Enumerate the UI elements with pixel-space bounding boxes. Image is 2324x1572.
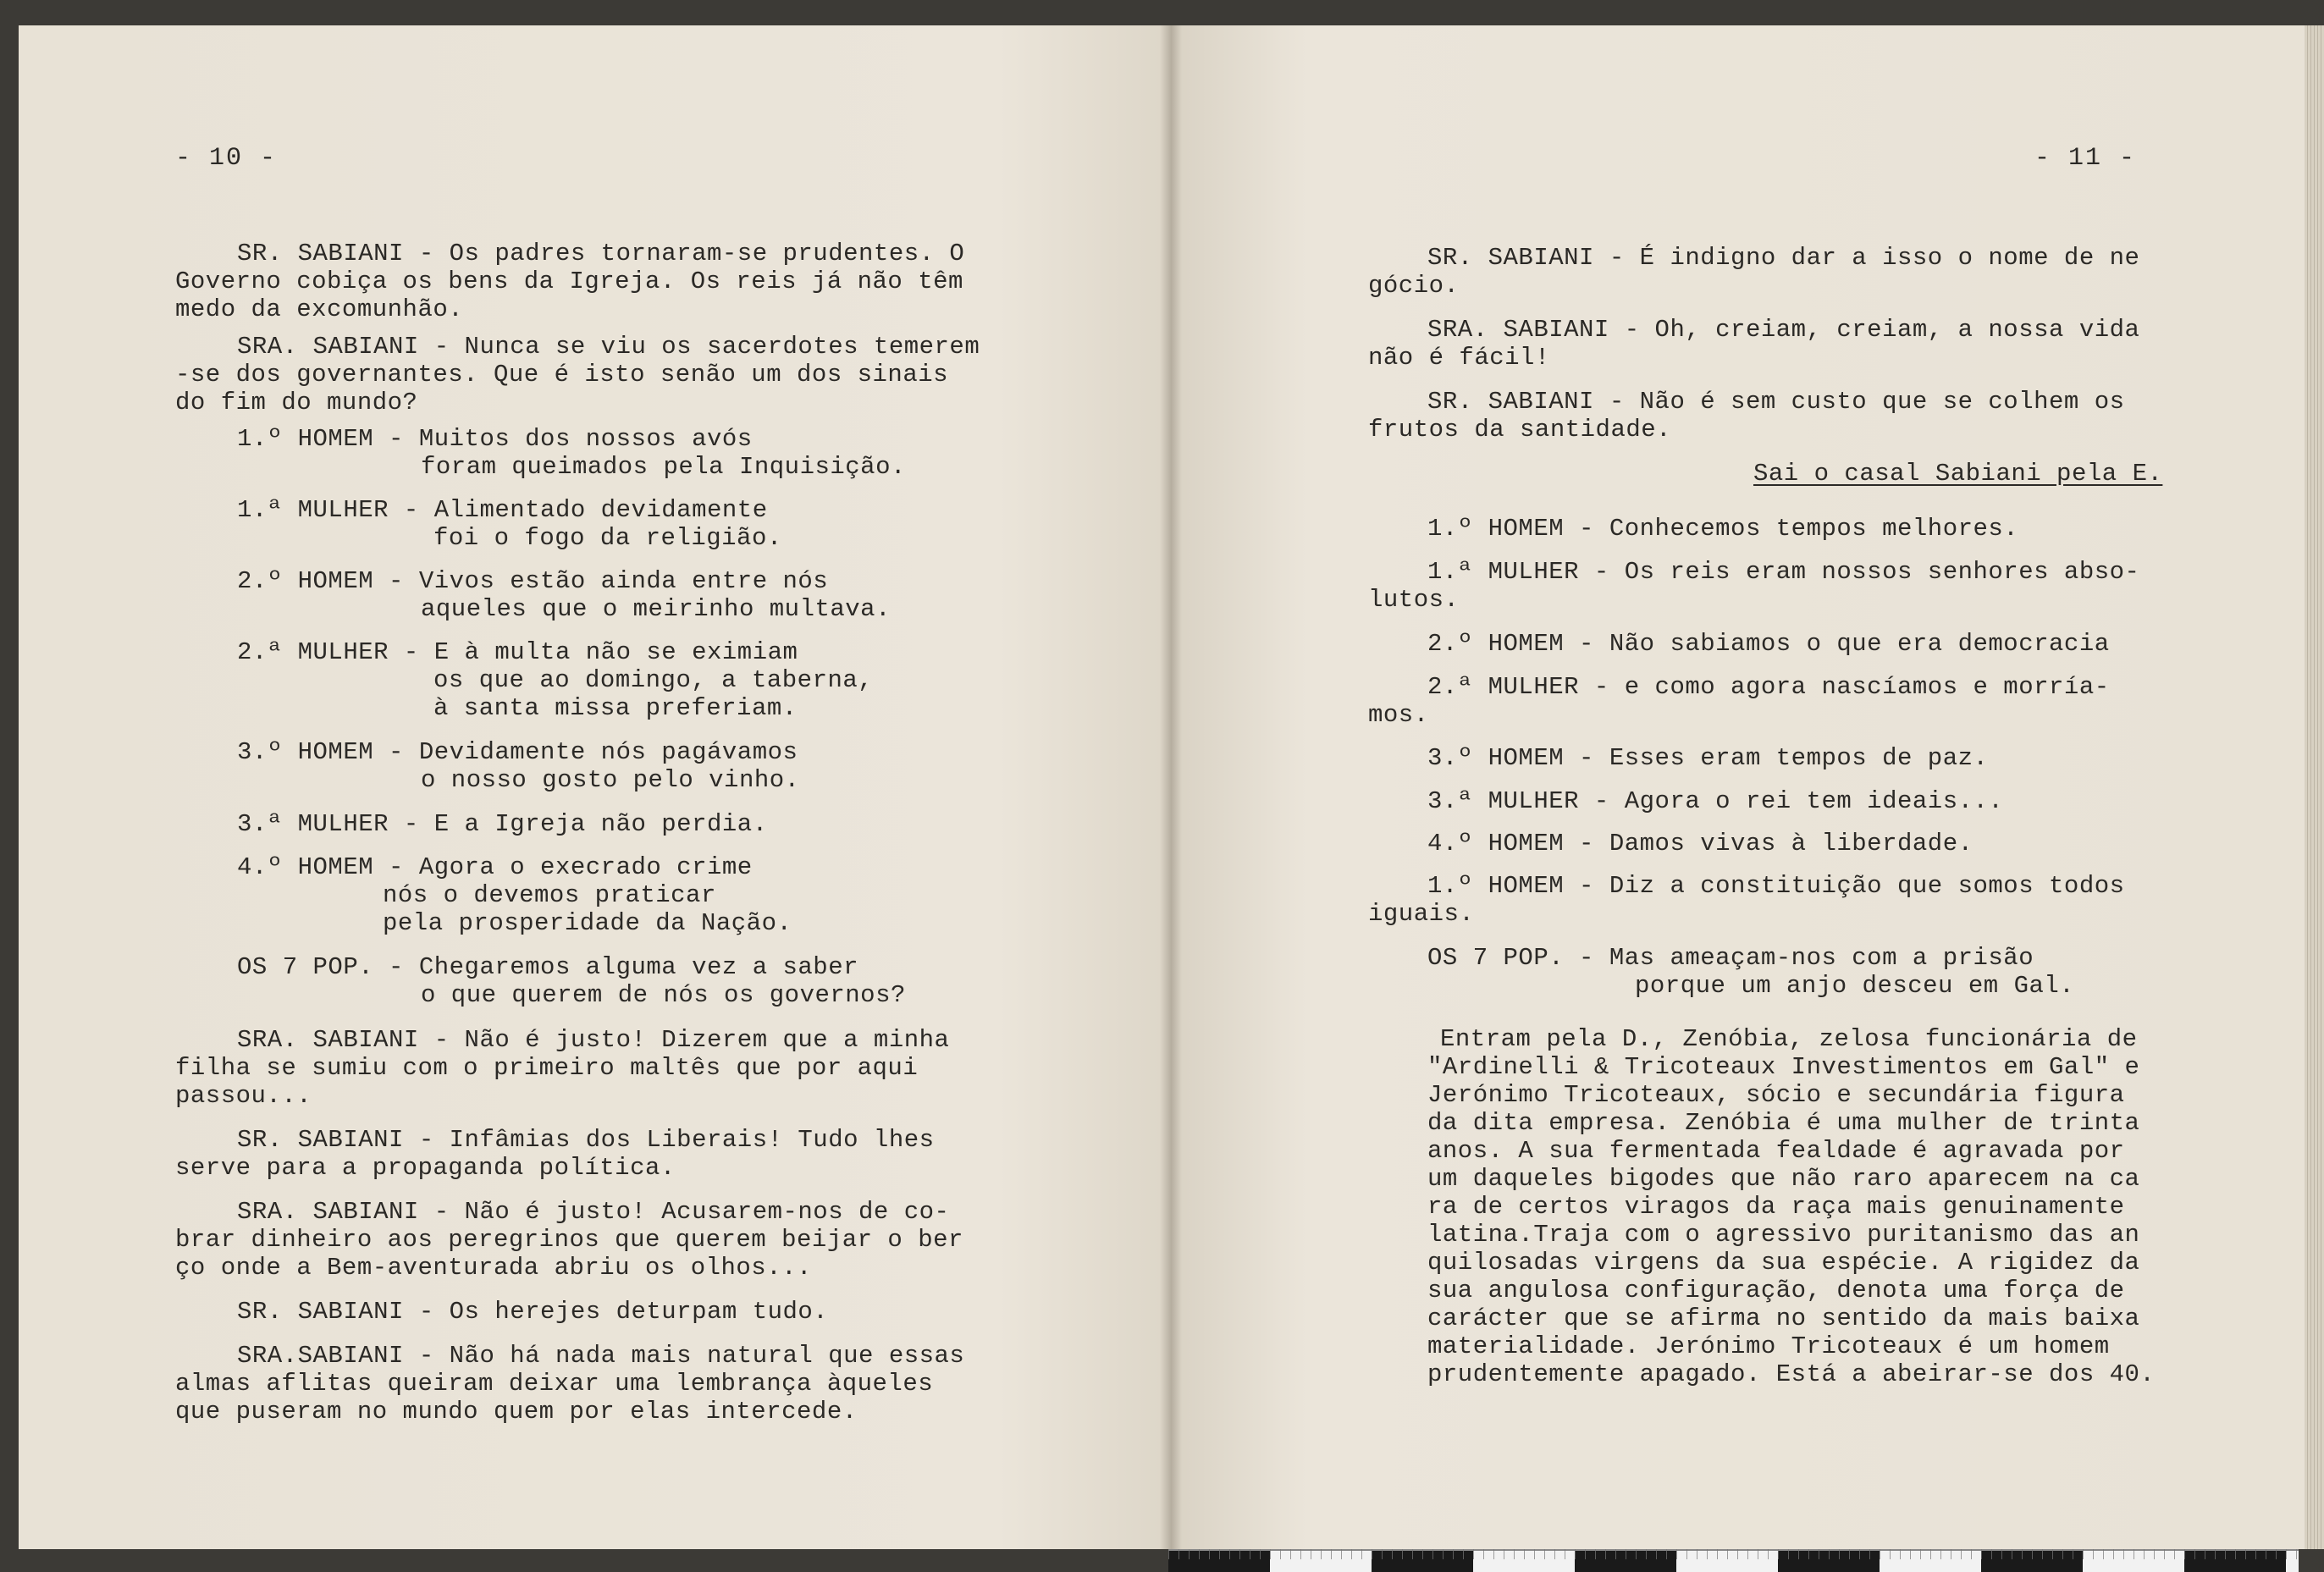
text-line: 2.º HOMEM - Não sabiamos o que era democracia [1427,630,2110,658]
text-line: 3.º HOMEM - Esses eram tempos de paz. [1427,744,1989,772]
text-line: OS 7 POP. - Mas ameaçam-nos com a prisão [1427,944,2034,972]
text-line: SR. SABIANI - Os padres tornaram-se prudentes. O [237,240,965,268]
text-line: medo da excomunhão. [175,295,464,323]
stage-direction-exit: Sai o casal Sabiani pela E. [1753,460,2163,488]
text-line: o nosso gosto pelo vinho. [421,766,800,794]
text-line: SRA. SABIANI - Não é justo! Dizerem que a minha [237,1026,950,1054]
text-line: SR. SABIANI - Infâmias dos Liberais! Tudo lhes [237,1126,935,1154]
text-line: ra de certos viragos da raça mais genuinamente [1427,1193,2125,1221]
text-line: mos. [1368,701,1429,729]
text-line: gócio. [1368,272,1460,300]
text-line: 4.º HOMEM - Damos vivas à liberdade. [1427,830,1973,858]
text-line: 1.º HOMEM - Diz a constituição que somos todos [1427,872,2125,900]
text-line: ço onde a Bem-aventurada abriu os olhos... [175,1254,812,1282]
scale-ruler-ticks [1168,1549,2299,1559]
text-line: SRA. SABIANI - Não é justo! Acusarem-nos de co- [237,1198,950,1226]
text-line: 4.º HOMEM - Agora o execrado crime [237,853,753,881]
text-line: materialidade. Jerónimo Tricoteaux é um homem [1427,1332,2110,1360]
text-line: 1.º HOMEM - Muitos dos nossos avós [237,425,753,453]
text-line: -se dos governantes. Que é isto senão um dos sinais [175,361,949,389]
text-line: frutos da santidade. [1368,416,1672,444]
text-line: passou... [175,1082,312,1110]
text-line: OS 7 POP. - Chegaremos alguma vez a saber [237,953,859,981]
text-line: 3.ª MULHER - Agora o rei tem ideais... [1427,787,2004,815]
text-line: da dita empresa. Zenóbia é uma mulher de trinta [1427,1109,2140,1137]
text-line: 2.º HOMEM - Vivos estão ainda entre nós [237,567,829,595]
text-line: SR. SABIANI - Os herejes deturpam tudo. [237,1298,829,1326]
text-line: sua angulosa configuração, denota uma força de [1427,1277,2125,1304]
text-line: SRA. SABIANI - Nunca se viu os sacerdotes temerem [237,333,980,361]
text-line: lutos. [1368,586,1460,614]
text-line: "Ardinelli & Tricoteaux Investimentos em Gal" e [1427,1053,2140,1081]
text-line: latina.Traja com o agressivo puritanismo das an [1427,1221,2140,1249]
text-line: 2.ª MULHER - E à multa não se eximiam [237,638,798,666]
text-line: quilosadas virgens da sua espécie. A rigidez da [1427,1249,2140,1277]
text-line: 1.º HOMEM - Conhecemos tempos melhores. [1427,515,2019,543]
right-page [1171,25,2305,1549]
text-line: 3.ª MULHER - E a Igreja não perdia. [237,810,768,838]
page-number-right: - 11 - [2034,144,2137,173]
text-line: SR. SABIANI - É indigno dar a isso o nome de ne [1427,244,2140,272]
text-line: foram queimados pela Inquisição. [421,453,906,481]
text-line: aqueles que o meirinho multava. [421,595,891,623]
text-line: não é fácil! [1368,344,1550,372]
text-line: SRA.SABIANI - Não há nada mais natural que essas [237,1342,965,1370]
text-line: um daqueles bigodes que não raro aparecem na ca [1427,1165,2140,1193]
text-line: foi o fogo da religião. [433,524,782,552]
text-line: do fim do mundo? [175,389,418,416]
text-line: Entram pela D., Zenóbia, zelosa funcionária de [1440,1025,2138,1053]
text-line: almas aflitas queiram deixar uma lembrança àqueles [175,1370,934,1398]
text-line: iguais. [1368,900,1475,928]
book-spread [19,25,2305,1549]
page-number-left: - 10 - [175,144,278,173]
book-gutter [1160,25,1182,1549]
text-line: filha se sumiu com o primeiro maltês que por aqui [175,1054,919,1082]
text-line: 2.ª MULHER - e como agora nascíamos e morría- [1427,673,2110,701]
text-line: 3.º HOMEM - Devidamente nós pagávamos [237,738,798,766]
text-line: Jerónimo Tricoteaux, sócio e secundária figura [1427,1081,2125,1109]
text-line: serve para a propaganda política. [175,1154,676,1182]
text-line: pela prosperidade da Nação. [383,909,792,937]
text-line: anos. A sua fermentada fealdade é agravada por [1427,1137,2125,1165]
text-line: porque um anjo desceu em Gal. [1635,972,2075,1000]
left-page [19,25,1171,1549]
text-line: carácter que se afirma no sentido da mais baixa [1427,1304,2140,1332]
page-edges [2305,25,2324,1549]
text-line: SRA. SABIANI - Oh, creiam, creiam, a nossa vida [1427,316,2140,344]
text-line: nós o devemos praticar [383,881,716,909]
text-line: o que querem de nós os governos? [421,981,906,1009]
text-line: os que ao domingo, a taberna, [433,666,874,694]
text-line: 1.ª MULHER - Os reis eram nossos senhores abso- [1427,558,2140,586]
text-line: que puseram no mundo quem por elas intercede. [175,1398,858,1426]
text-line: à santa missa preferiam. [433,694,798,722]
text-line: Governo cobiça os bens da Igreja. Os reis já não têm [175,268,963,295]
text-line: SR. SABIANI - Não é sem custo que se colhem os [1427,388,2125,416]
text-line: 1.ª MULHER - Alimentado devidamente [237,496,768,524]
text-line: prudentemente apagado. Está a abeirar-se dos 40. [1427,1360,2156,1388]
text-line: brar dinheiro aos peregrinos que querem beijar o ber [175,1226,963,1254]
